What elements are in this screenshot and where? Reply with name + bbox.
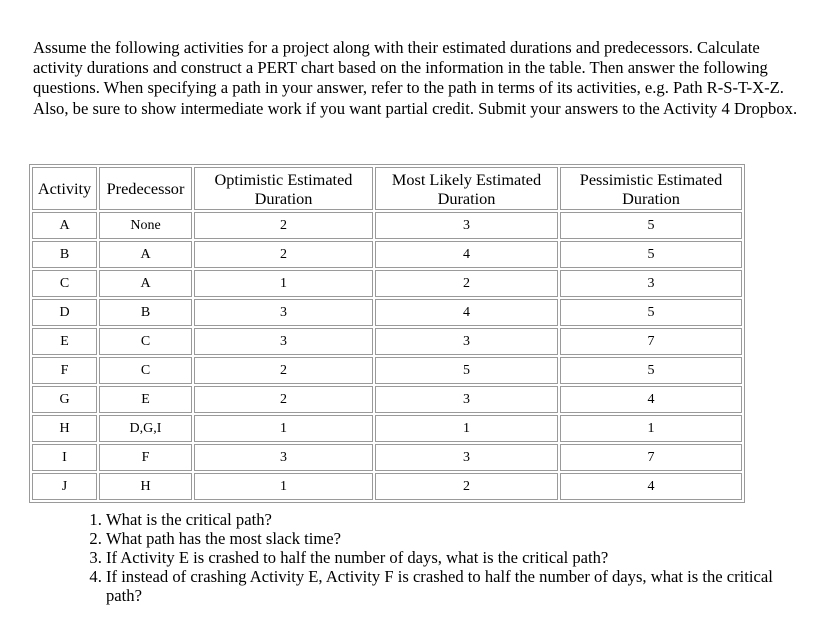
- question-item: 3. If Activity E is crashed to half the number of days, what is the critical path?: [106, 548, 786, 567]
- cell-most-likely: 3: [375, 328, 558, 355]
- cell-optimistic: 1: [194, 473, 373, 500]
- cell-most-likely: 4: [375, 299, 558, 326]
- cell-predecessor: B: [99, 299, 192, 326]
- cell-optimistic: 1: [194, 415, 373, 442]
- cell-pessimistic: 1: [560, 415, 742, 442]
- cell-activity: D: [32, 299, 97, 326]
- cell-predecessor: H: [99, 473, 192, 500]
- cell-activity: A: [32, 212, 97, 239]
- cell-pessimistic: 5: [560, 357, 742, 384]
- cell-optimistic: 2: [194, 386, 373, 413]
- cell-most-likely: 2: [375, 270, 558, 297]
- cell-predecessor: F: [99, 444, 192, 471]
- question-list: [80, 510, 786, 605]
- pert-activity-table: [29, 164, 745, 503]
- table-row: [32, 386, 742, 413]
- cell-optimistic: 2: [194, 357, 373, 384]
- cell-pessimistic: 5: [560, 212, 742, 239]
- cell-predecessor: None: [99, 212, 192, 239]
- header-most-likely-duration: Most Likely Estimated Duration: [375, 167, 558, 210]
- question-item: 2. What path has the most slack time?: [106, 529, 786, 548]
- table-row: [32, 212, 742, 239]
- cell-optimistic: 1: [194, 270, 373, 297]
- header-activity: Activity: [32, 167, 97, 210]
- cell-predecessor: E: [99, 386, 192, 413]
- table-row: [32, 270, 742, 297]
- header-optimistic-duration: Optimistic Estimated Duration: [194, 167, 373, 210]
- instructions-paragraph: Assume the following activities for a project along with their estimated durations and predecessors. Calculate activity durations and construct a PERT chart based on the information in the table. Then answer the following questions. When specifying a path in your answer, refer to the path in terms of its activities, e.g. Path R-S-T-X-Z. Also, be sure to show intermediate work if you want partial credit. Submit your answers to the Activity 4 Dropbox.: [33, 38, 798, 118]
- table-row: [32, 241, 742, 268]
- cell-optimistic: 2: [194, 241, 373, 268]
- question-item: 4. If instead of crashing Activity E, Activity F is crashed to half the number of days, what is the critical path?: [106, 567, 786, 605]
- cell-pessimistic: 4: [560, 473, 742, 500]
- cell-optimistic: 3: [194, 444, 373, 471]
- cell-pessimistic: 7: [560, 328, 742, 355]
- cell-activity: J: [32, 473, 97, 500]
- cell-predecessor: A: [99, 270, 192, 297]
- table-row: [32, 444, 742, 471]
- cell-most-likely: 3: [375, 212, 558, 239]
- cell-activity: H: [32, 415, 97, 442]
- header-pessimistic-duration: Pessimistic Estimated Duration: [560, 167, 742, 210]
- table-row: [32, 328, 742, 355]
- cell-predecessor: C: [99, 328, 192, 355]
- cell-pessimistic: 5: [560, 299, 742, 326]
- cell-pessimistic: 4: [560, 386, 742, 413]
- table-body: [32, 212, 742, 500]
- cell-activity: E: [32, 328, 97, 355]
- cell-activity: I: [32, 444, 97, 471]
- table-row: [32, 473, 742, 500]
- cell-activity: C: [32, 270, 97, 297]
- table-row: [32, 299, 742, 326]
- cell-predecessor: A: [99, 241, 192, 268]
- question-item: 1. What is the critical path?: [106, 510, 786, 529]
- cell-most-likely: 4: [375, 241, 558, 268]
- table-header-row: [32, 167, 742, 210]
- cell-most-likely: 3: [375, 444, 558, 471]
- cell-most-likely: 3: [375, 386, 558, 413]
- cell-pessimistic: 5: [560, 241, 742, 268]
- cell-optimistic: 3: [194, 299, 373, 326]
- cell-most-likely: 5: [375, 357, 558, 384]
- cell-optimistic: 2: [194, 212, 373, 239]
- cell-most-likely: 2: [375, 473, 558, 500]
- cell-optimistic: 3: [194, 328, 373, 355]
- cell-activity: F: [32, 357, 97, 384]
- cell-pessimistic: 3: [560, 270, 742, 297]
- table-row: [32, 357, 742, 384]
- cell-predecessor: D,G,I: [99, 415, 192, 442]
- cell-activity: G: [32, 386, 97, 413]
- cell-predecessor: C: [99, 357, 192, 384]
- table-row: [32, 415, 742, 442]
- cell-activity: B: [32, 241, 97, 268]
- header-predecessor: Predecessor: [99, 167, 192, 210]
- cell-most-likely: 1: [375, 415, 558, 442]
- cell-pessimistic: 7: [560, 444, 742, 471]
